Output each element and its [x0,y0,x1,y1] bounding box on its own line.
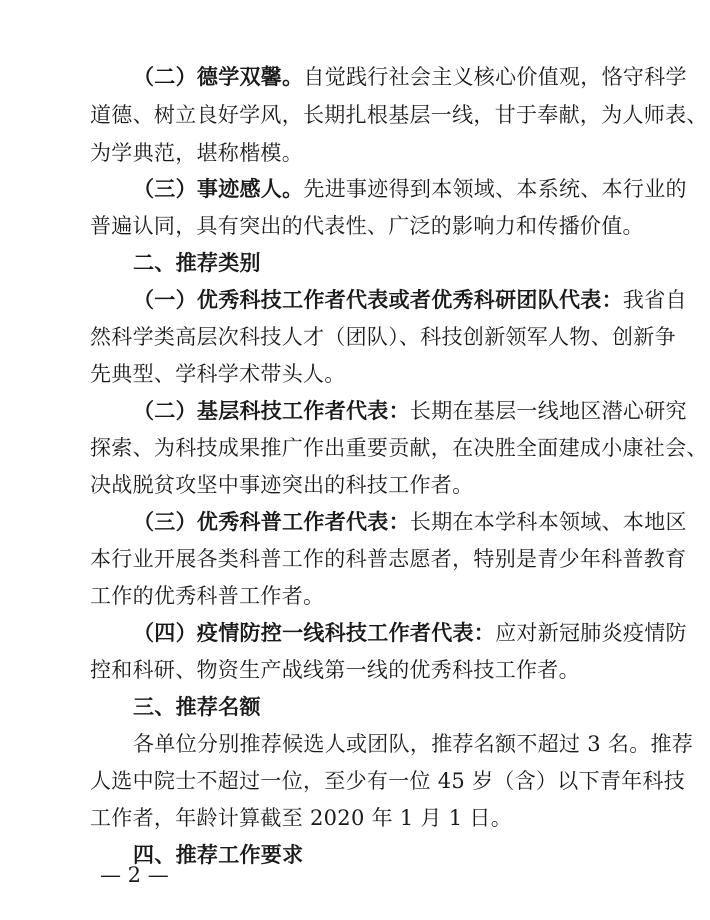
paragraph-line: 普遍认同，具有突出的代表性、广泛的影响力和传播价值。 [90,214,644,238]
section-heading: 四、推荐工作要求 [133,843,304,867]
category-label: （二）基层科技工作者代表： [133,398,410,423]
paragraph-line: 决战脱贫攻坚中事迹突出的科技工作者。 [90,473,474,497]
category-text: 长期在本学科本领域、本地区 [409,510,687,534]
paragraph-line [133,172,687,206]
section-heading: 二、推荐类别 [133,251,261,275]
paragraph-line [133,616,687,650]
paragraph-line: 人选中院士不超过一位，至少有一位 45 岁（含）以下青年科技 [90,769,686,793]
section-heading: 三、推荐名额 [133,695,261,719]
item-label: （二）德学双馨。 [133,64,304,89]
item-label: （三）事迹感人。 [133,176,304,201]
page-number: — 2 — [100,863,169,887]
category-text: 应对新冠肺炎疫情防 [495,621,687,645]
category-label: （一）优秀科技工作者代表或者优秀科研团队代表： [133,287,623,312]
paragraph-line: 工作的优秀科普工作者。 [90,584,325,608]
item-text: 自觉践行社会主义核心价值观，恪守科学 [303,65,687,89]
paragraph-line [133,505,687,539]
category-label: （四）疫情防控一线科技工作者代表： [133,620,496,645]
paragraph-line: 为学典范，堪称楷模。 [90,141,303,165]
paragraph-line [133,283,687,317]
category-text: 我省自 [622,288,687,312]
paragraph-line: 各单位分别推荐候选人或团队，推荐名额不超过 3 名。推荐 [133,732,694,756]
paragraph-line: 道德、树立良好学风，长期扎根基层一线，甘于奉献，为人师表、 [90,103,708,127]
paragraph-line: 先典型、学科学术带头人。 [90,362,346,386]
paragraph-line [133,60,687,94]
category-label: （三）优秀科普工作者代表： [133,509,410,534]
item-text: 先进事迹得到本领域、本系统、本行业的 [303,177,687,201]
paragraph-line: 探索、为科技成果推广作出重要贡献，在决胜全面建成小康社会、 [90,436,708,460]
paragraph-line: 控和科研、物资生产战线第一线的优秀科技工作者。 [90,658,580,682]
paragraph-line: 然科学类高层次科技人才（团队）、科技创新领军人物、创新争 [90,325,676,349]
paragraph-line [133,394,687,428]
paragraph-line: 本行业开展各类科普工作的科普志愿者，特别是青少年科普教育 [90,547,687,571]
paragraph-line: 工作者，年龄计算截至 2020 年 1 月 1 日。 [90,806,513,830]
category-text: 长期在基层一线地区潜心研究 [409,399,687,423]
